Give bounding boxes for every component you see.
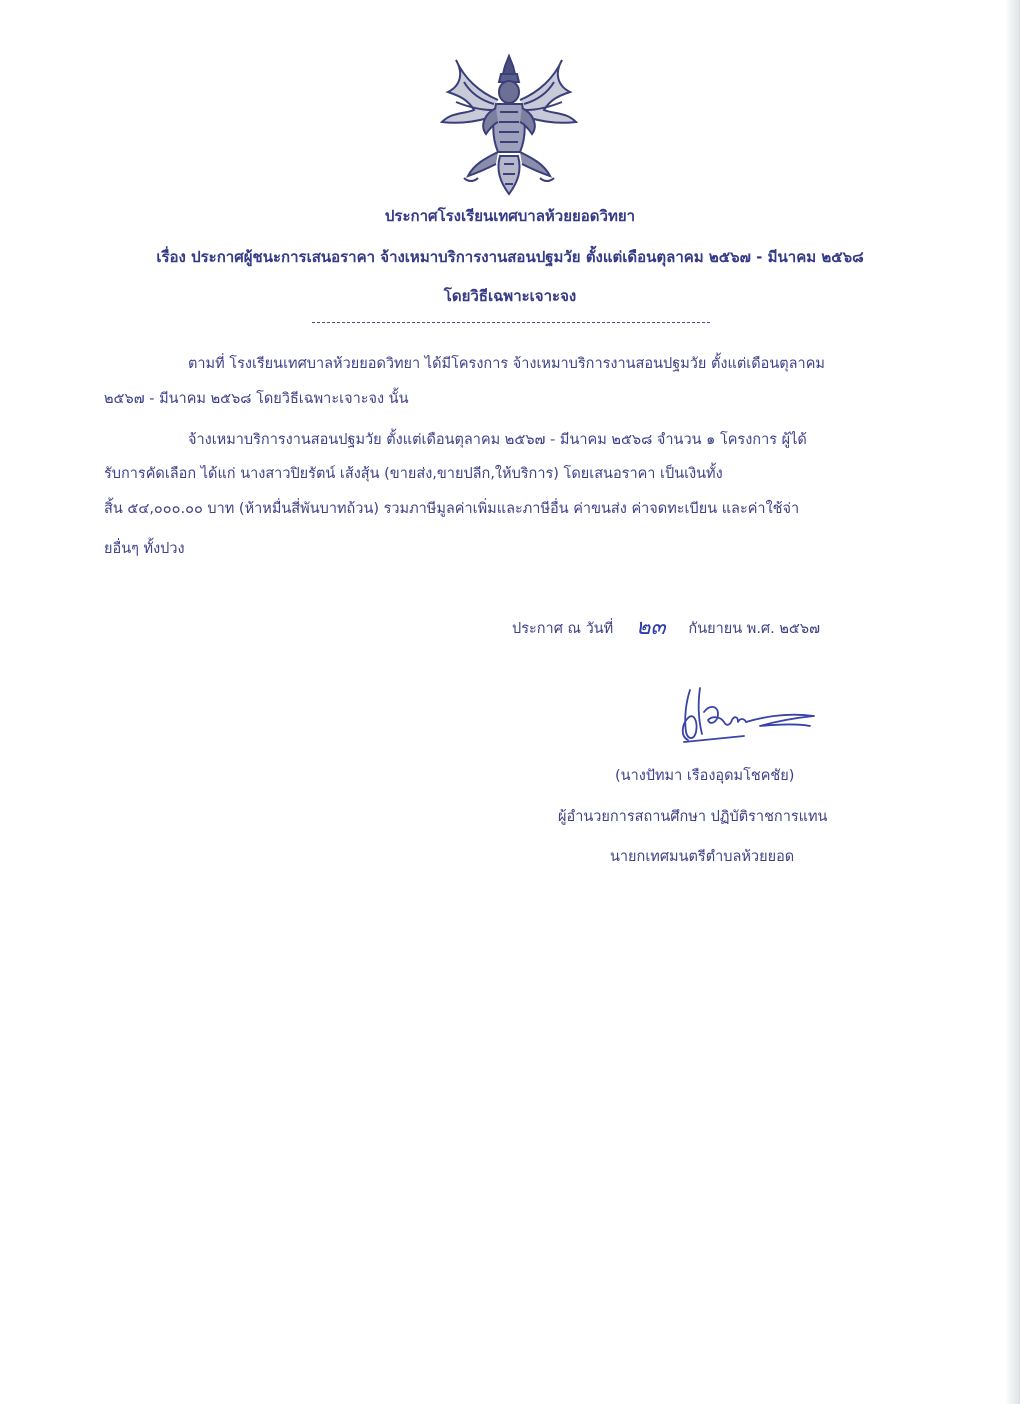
paragraph-2-line-2: รับการคัดเลือก ได้แก่ นางสาวปิยรัตน์ เส้งสุ้น (ขายส่ง,ขายปลีก,ให้บริการ) โดยเสนอราคา เป็นเงินทั้ง [104,466,723,482]
handwritten-signature-icon [664,682,824,752]
paragraph-2-line-4: ยอื่นๆ ทั้งปวง [104,541,185,557]
handwritten-day: ๒๓ [636,615,666,640]
signatory-position-2: นายกเทศมนตรีตำบลห้วยยอด [610,849,795,865]
signatory-position-1: ผู้อำนวยการสถานศึกษา ปฏิบัติราชการแทน [558,809,828,825]
announcement-date [512,608,820,643]
paragraph-1-line-1: ตามที่ โรงเรียนเทศบาลห้วยยอดวิทยา ได้มีโครงการ จ้างเหมาบริการงานสอนปฐมวัย ตั้งแต่เดือนตุลาคม [188,356,825,372]
paragraph-2-line-3: สิ้น ๕๔,๐๐๐.๐๐ บาท (ห้าหมื่นสี่พันบาทถ้วน) รวมภาษีมูลค่าเพิ่มและภาษีอื่น ค่าขนส่ง ค่าจดทะเบียน และค่าใช้จ่า [104,501,800,517]
garuda-emblem-icon [434,52,584,198]
signatory-name: (นางปัทมา เรืองอุดมโชคชัย) [615,768,795,784]
paragraph-2-line-1: จ้างเหมาบริการงานสอนปฐมวัย ตั้งแต่เดือนตุลาคม ๒๕๖๗ - มีนาคม ๒๕๖๘ จำนวน ๑ โครงการ ผู้ได้ [188,432,807,448]
paper-edge-shadow [1005,0,1019,1404]
procurement-method: โดยวิธีเฉพาะเจาะจง [443,287,577,305]
paragraph-1-line-2: ๒๕๖๗ - มีนาคม ๒๕๖๘ โดยวิธีเฉพาะเจาะจง นั้น [104,391,409,407]
date-suffix: กันยายน พ.ศ. ๒๕๖๗ [688,621,820,637]
dashed-divider [312,322,710,323]
date-prefix: ประกาศ ณ วันที่ [512,621,614,637]
announcement-title: ประกาศโรงเรียนเทศบาลห้วยยอดวิทยา [384,207,636,225]
announcement-subject: เรื่อง ประกาศผู้ชนะการเสนอราคา จ้างเหมาบริการงานสอนปฐมวัย ตั้งแต่เดือนตุลาคม ๒๕๖๗ - มีนาคม ๒๕๖๘ [156,248,864,266]
